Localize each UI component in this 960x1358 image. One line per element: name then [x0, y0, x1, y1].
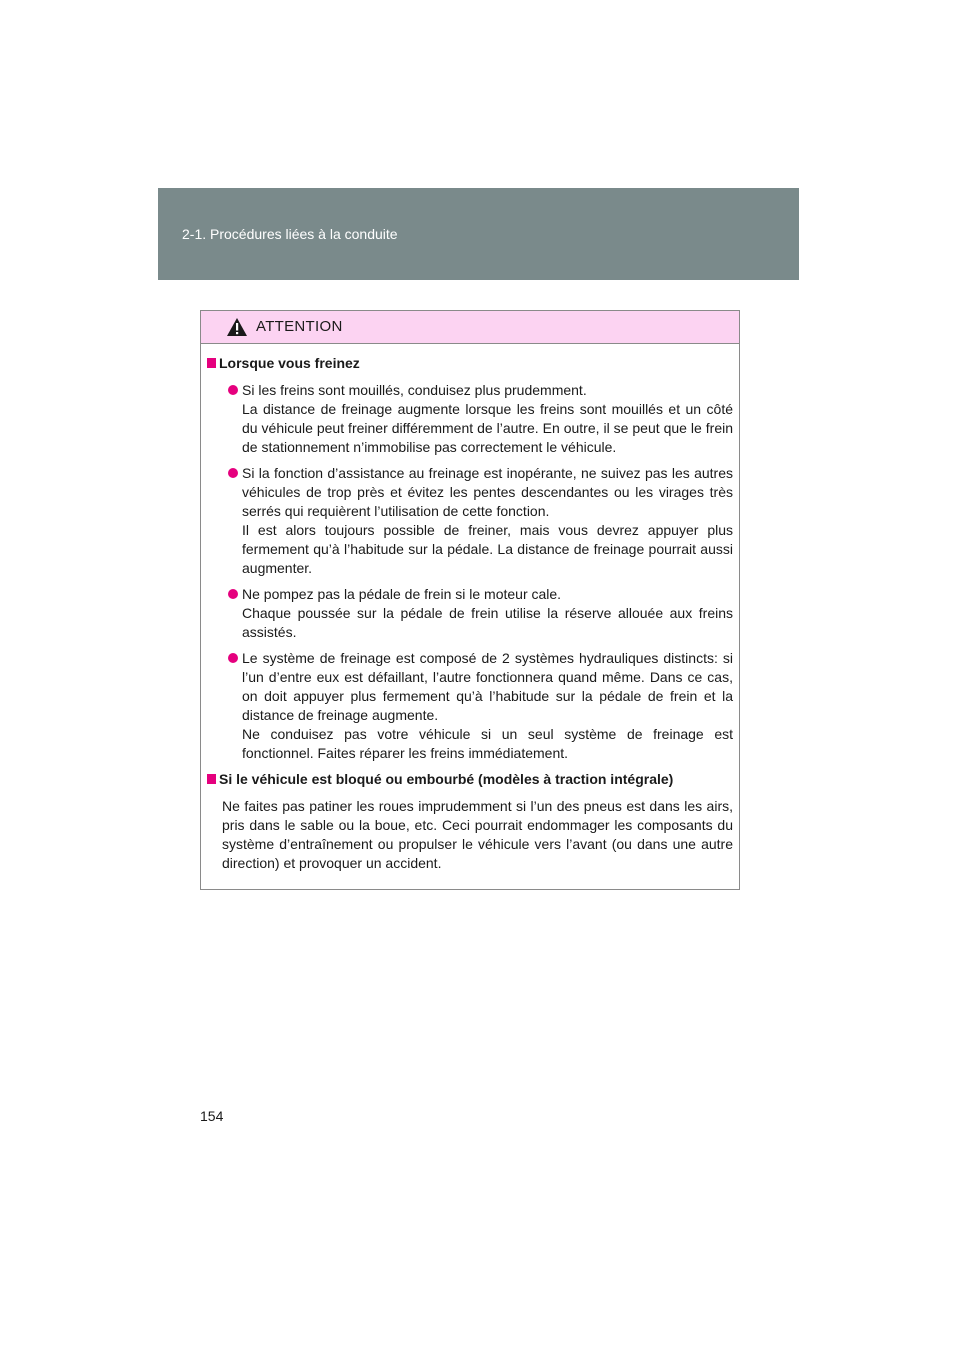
bullet-text: Si la fonction d’assistance au freinage est inopérante, ne suivez pas les autres véhicules de trop près et évitez les pentes descendantes ou les virages très serrés qui requièrent l’utilisation de cette fonction. — [242, 465, 733, 519]
warning-content — [201, 344, 739, 873]
page-number: 154 — [200, 1108, 224, 1124]
round-bullet-icon — [228, 468, 238, 478]
bullet-item — [207, 381, 733, 457]
bullet-text: Si les freins sont mouillés, conduisez plus prudemment. — [242, 382, 587, 398]
paragraph — [207, 797, 733, 873]
section-title: 2-1. Procédures liées à la conduite — [182, 226, 398, 242]
bullet-text: Ne conduisez pas votre véhicule si un seul système de freinage est fonctionnel. Faites réparer les freins immédiatement. — [242, 726, 733, 761]
section-heading — [207, 770, 733, 789]
bullet-item — [207, 585, 733, 642]
round-bullet-icon — [228, 589, 238, 599]
bullet-item — [207, 649, 733, 763]
bullet-item — [207, 464, 733, 578]
warning-title: ATTENTION — [256, 318, 343, 335]
bullet-text: La distance de freinage augmente lorsque les freins sont mouillés et un côté du véhicule peut freiner différemment de l’autre. En outre, il se peut que le frein de stationnement n’immobilise pas correctement le véhicule. — [242, 401, 733, 455]
round-bullet-icon — [228, 385, 238, 395]
warning-triangle-icon — [226, 317, 248, 337]
warning-header — [201, 311, 739, 344]
heading-text: Si le véhicule est bloqué ou embourbé (modèles à traction intégrale) — [219, 771, 674, 787]
paragraph-text: Ne faites pas patiner les roues imprudemment si l’un des pneus est dans les airs, pris dans le sable ou la boue, etc. Ceci pourrait endommager les composants du système d’entraînement ou propulser le véhicule vers l’avant (ou dans une autre direction) et provoquer un accident. — [222, 798, 733, 871]
warning-box — [200, 310, 740, 890]
bullet-text: Le système de freinage est composé de 2 systèmes hydrauliques distincts: si l’un d’entre eux est défaillant, l’autre fonctionnera quand même. Dans ce cas, on doit appuyer plus fermement qu’à l’habitude sur la pédale de frein et la distance de freinage augmente. — [242, 650, 733, 723]
section-heading — [207, 354, 733, 373]
bullet-text: Il est alors toujours possible de freiner, mais vous devrez appuyer plus fermement qu’à l’habitude sur la pédale. La distance de freinage pourrait aussi augmenter. — [242, 522, 733, 576]
heading-text: Lorsque vous freinez — [219, 355, 360, 371]
square-bullet-icon — [207, 358, 216, 368]
bullet-text: Ne pompez pas la pédale de frein si le moteur cale. — [242, 586, 562, 602]
bullet-text: Chaque poussée sur la pédale de frein utilise la réserve allouée aux freins assistés. — [242, 605, 733, 640]
round-bullet-icon — [228, 653, 238, 663]
section-header-band — [158, 188, 799, 280]
square-bullet-icon — [207, 774, 216, 784]
